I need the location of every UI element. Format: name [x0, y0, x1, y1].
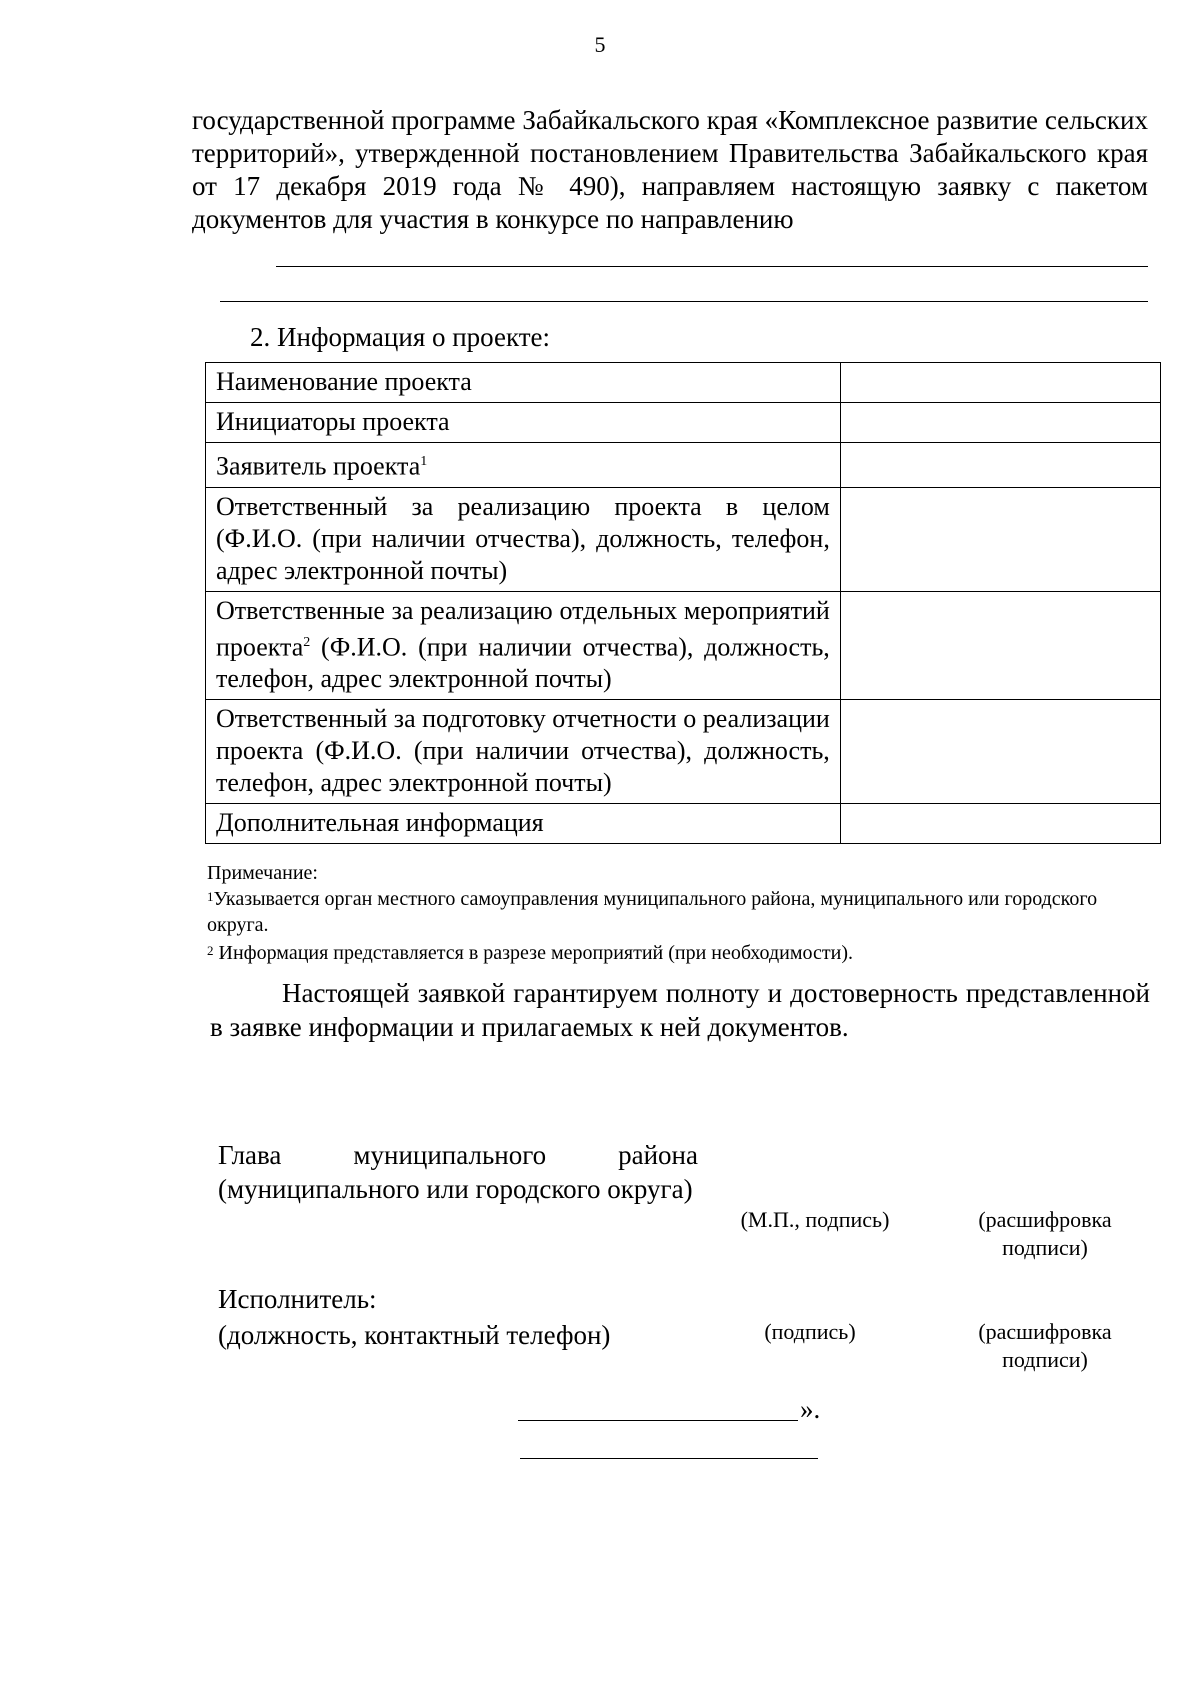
table-row — [206, 363, 1161, 403]
closing-line-2 — [520, 1458, 818, 1459]
decode-caption-2: (расшифровка подписи) — [978, 1319, 1112, 1372]
footnote-ref: 1 — [420, 454, 428, 469]
row-label: Ответственный за реализацию проекта в целом (Ф.И.О. (при наличии отчества), должность, телефон, адрес электронной почты) — [206, 487, 841, 591]
head-word-1: Глава — [218, 1140, 282, 1170]
direction-blank-line-1 — [276, 266, 1148, 267]
head-word-2: муниципального — [353, 1140, 547, 1170]
page-number: 5 — [594, 32, 606, 57]
row-label: Инициаторы проекта — [206, 403, 841, 443]
table-row — [206, 591, 1161, 700]
row-value — [840, 804, 1160, 844]
mp-signature-caption: (М.П., подпись) — [740, 1207, 890, 1232]
note-1-mark: 1 — [207, 889, 214, 904]
closing-underline — [518, 1420, 798, 1421]
table-row — [206, 403, 1161, 443]
row-label: Наименование проекта — [206, 363, 841, 403]
decode-caption-1: (расшифровка подписи) — [978, 1207, 1112, 1260]
signature-caption: (подпись) — [764, 1319, 856, 1344]
head-word-3: района — [618, 1140, 698, 1170]
row-value — [840, 363, 1160, 403]
row-label: Дополнительная информация — [206, 804, 841, 844]
note-1 — [207, 886, 1127, 938]
executor-label: Исполнитель: — [218, 1284, 377, 1314]
row-label: Ответственный за подготовку отчетности о реализации проекта (Ф.И.О. (при наличии отчества), должность, телефон, адрес электронной почты) — [206, 700, 841, 804]
row-value — [840, 700, 1160, 804]
direction-blank-line-2 — [220, 301, 1148, 302]
row-value — [840, 403, 1160, 443]
row-label: Ответственные за реализацию отдельных мероприятий проекта$^2$ (Ф.И.О. (при наличии отчества), должность, телефон, адрес электронной почты) — [206, 591, 841, 700]
executor-details: (должность, контактный телефон) — [218, 1320, 611, 1350]
row-value — [840, 591, 1160, 700]
intro-text: государственной программе Забайкальского края «Комплексное развитие сельских территорий», утвержденной постановлением Правительства Забайкальского края от 17 декабря 2019 года № 490), направляем настоящую заявку с пакетом документов для участия в конкурсе по направлению — [192, 105, 1148, 234]
row-value — [840, 443, 1160, 488]
guarantee-paragraph — [210, 976, 1150, 1044]
row-label: Заявитель проекта$^1$ — [206, 443, 841, 488]
note-2-text: Информация представляется в разрезе мероприятий (при необходимости). — [213, 942, 853, 964]
notes-heading: Примечание: — [207, 862, 318, 884]
guarantee-text: Настоящей заявкой гарантируем полноту и достоверность представленной в заявке информации и прилагаемых к ней документов. — [210, 978, 1150, 1042]
project-info-table — [205, 362, 1161, 844]
closing-quote: ». — [800, 1394, 821, 1424]
table-row — [206, 700, 1161, 804]
note-1-text: Указывается орган местного самоуправления муниципального района, муниципального или городского округа. — [207, 888, 1098, 936]
row-value — [840, 487, 1160, 591]
section-title: 2. Информация о проекте: — [250, 322, 551, 352]
table-row — [206, 443, 1161, 488]
head-title-line2: (муниципального или городского округа) — [218, 1174, 693, 1204]
table-row — [206, 487, 1161, 591]
table-row — [206, 804, 1161, 844]
note-2-mark: 2 — [207, 943, 214, 958]
head-title-line1 — [218, 1138, 698, 1172]
note-2 — [207, 940, 1127, 966]
intro-paragraph — [192, 104, 1148, 236]
footnote-ref: 2 — [303, 634, 311, 650]
